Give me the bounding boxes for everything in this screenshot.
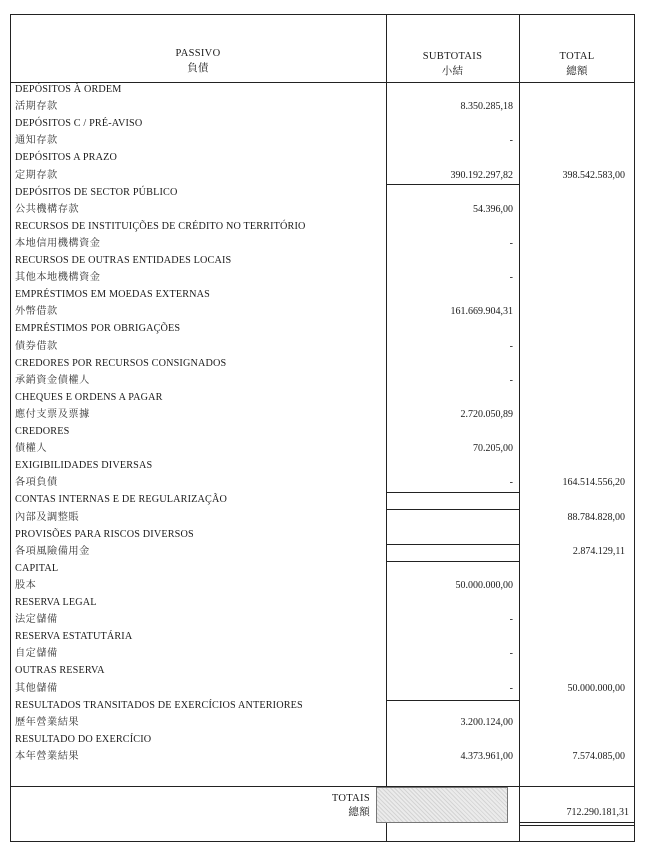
table-row (13, 320, 633, 337)
header-passivo-label-zh: 負債 (187, 63, 209, 74)
row-total: 88.784.828,00 (567, 511, 625, 523)
table-row (13, 474, 633, 491)
table-row (13, 269, 633, 286)
row-subtotal: 161.669.904,31 (450, 306, 513, 318)
header-subtotais-label: SUBTOTAIS (422, 51, 483, 62)
table-row (13, 697, 633, 714)
row-subtotal: - (509, 237, 513, 249)
row-label: 其他儲備 (15, 682, 58, 694)
header-subtotais-label-zh: 小結 (441, 66, 464, 77)
row-label: 外幣借款 (15, 306, 58, 318)
row-subtotal: - (509, 614, 513, 626)
row-subtotal: - (509, 272, 513, 284)
row-label: 內部及調整賬 (15, 511, 80, 523)
shaded-subtotal-cell (376, 787, 508, 823)
row-subtotal: 8.350.285,18 (460, 101, 513, 113)
row-total: 398.542.583,00 (562, 169, 625, 181)
row-label: 應付支票及票據 (15, 408, 90, 420)
row-label: 本地信用機構資金 (15, 237, 101, 249)
totals-divider (10, 786, 635, 787)
row-label: 法定儲備 (15, 614, 58, 626)
row-label: 定期存款 (15, 169, 58, 181)
row-subtotal: - (509, 648, 513, 660)
row-label: RESERVA ESTATUTÁRIA (15, 631, 133, 643)
row-subtotal: - (509, 682, 513, 694)
table-row (13, 680, 633, 697)
table-row (13, 526, 633, 543)
row-label: CONTAS INTERNAS E DE REGULARIZAÇÃO (15, 494, 227, 506)
row-label: 歷年營業結果 (15, 716, 80, 728)
table-row (13, 645, 633, 662)
row-total: 50.000.000,00 (567, 682, 625, 694)
table-row (13, 167, 633, 184)
table-row (13, 457, 633, 474)
row-label: CREDORES (15, 426, 70, 437)
row-label: RECURSOS DE OUTRAS ENTIDADES LOCAIS (15, 255, 232, 266)
row-label: 自定儲備 (15, 648, 58, 660)
table-row (13, 372, 633, 389)
table-row (13, 406, 633, 423)
row-label: 各項負債 (15, 477, 58, 489)
row-subtotal: 2.720.050,89 (460, 408, 513, 420)
row-subtotal: 3.200.124,00 (460, 716, 513, 728)
row-total: 7.574.085,00 (572, 750, 625, 762)
row-label: RESERVA LEGAL (15, 597, 97, 608)
table-row (13, 731, 633, 748)
row-label: DEPÓSITOS DE SECTOR PÚBLICO (15, 186, 178, 198)
table-row (13, 338, 633, 355)
row-label: 承銷資金債權人 (15, 374, 90, 386)
header-subtotais (386, 49, 519, 79)
row-subtotal: 54.396,00 (473, 203, 513, 215)
totals-label-zh: 總額 (348, 807, 370, 818)
header-total (519, 49, 635, 79)
row-subtotal: 390.192.297,82 (450, 169, 513, 181)
table-row (13, 714, 633, 731)
row-total: 2.874.129,11 (572, 545, 625, 557)
header-total-label: TOTAL (559, 51, 595, 62)
row-label: DEPÓSITOS A PRAZO (15, 152, 117, 164)
row-subtotal: - (509, 340, 513, 352)
row-label: DEPÓSITOS C / PRÉ-AVISO (15, 118, 143, 130)
table-row (13, 98, 633, 115)
row-label: RESULTADO DO EXERCÍCIO (15, 733, 152, 745)
row-label: 本年營業結果 (15, 750, 80, 762)
row-subtotal: 50.000.000,00 (455, 579, 513, 591)
table-row (13, 509, 633, 526)
table-row (13, 748, 633, 765)
row-label: CAPITAL (15, 562, 59, 574)
table-row (13, 115, 633, 132)
row-label: 各項風險備用金 (15, 545, 90, 557)
table-row (13, 594, 633, 611)
table-row (13, 201, 633, 218)
table-row (13, 491, 633, 508)
row-label: EMPRÉSTIMOS POR OBRIGAÇÕES (15, 323, 181, 335)
table-row (13, 218, 633, 235)
row-label: EXIGIBILIDADES DIVERSAS (15, 460, 153, 472)
table-row (13, 149, 633, 166)
row-label: 債權人 (15, 443, 48, 455)
totals-label (300, 792, 370, 820)
row-total: 164.514.556,20 (562, 477, 625, 489)
row-label: CHEQUES E ORDENS A PAGAR (15, 391, 163, 403)
table-row (13, 184, 633, 201)
table-row (13, 235, 633, 252)
row-label: 債券借款 (15, 340, 58, 352)
table-row (13, 440, 633, 457)
table-row (13, 252, 633, 269)
row-label: OUTRAS RESERVA (15, 665, 105, 677)
table-row (13, 355, 633, 372)
row-subtotal: - (509, 374, 513, 386)
row-label: EMPRÉSTIMOS EM MOEDAS EXTERNAS (15, 289, 210, 301)
row-label: DEPÓSITOS À ORDEM (15, 84, 122, 95)
row-label: CREDORES POR RECURSOS CONSIGNADOS (15, 357, 227, 369)
row-label: 股本 (15, 579, 37, 591)
table-row (13, 611, 633, 628)
row-label: 其他本地機構資金 (15, 272, 101, 284)
table-row (13, 132, 633, 149)
table-row (13, 543, 633, 560)
row-subtotal: - (509, 135, 513, 147)
header-passivo (10, 46, 386, 76)
table-row (13, 423, 633, 440)
table-row (13, 560, 633, 577)
row-label: RESULTADOS TRANSITADOS DE EXERCÍCIOS ANTERIORES (15, 699, 303, 711)
header-passivo-label: PASSIVO (175, 48, 221, 59)
double-rule-top (519, 822, 635, 823)
row-label: RECURSOS DE INSTITUIÇÕES DE CRÉDITO NO TERRITÓRIO (15, 220, 306, 232)
table-row (13, 662, 633, 679)
grand-total: 712.290.181,31 (566, 807, 629, 818)
table-row (13, 286, 633, 303)
row-subtotal: 4.373.961,00 (460, 750, 513, 762)
row-subtotal: 70.205,00 (473, 443, 513, 455)
row-label: 活期存款 (15, 101, 58, 113)
table-row (13, 303, 633, 320)
row-label: 公共機構存款 (15, 203, 80, 215)
row-label: 通知存款 (15, 135, 58, 147)
table-row (13, 577, 633, 594)
table-row (13, 389, 633, 406)
double-rule-bottom (519, 825, 635, 826)
row-subtotal: - (509, 477, 513, 489)
totals-label-pt: TOTAIS (331, 793, 370, 804)
header-total-label-zh: 總額 (566, 66, 588, 77)
row-label: PROVISÕES PARA RISCOS DIVERSOS (15, 528, 194, 540)
table-row (13, 81, 633, 98)
table-row (13, 628, 633, 645)
